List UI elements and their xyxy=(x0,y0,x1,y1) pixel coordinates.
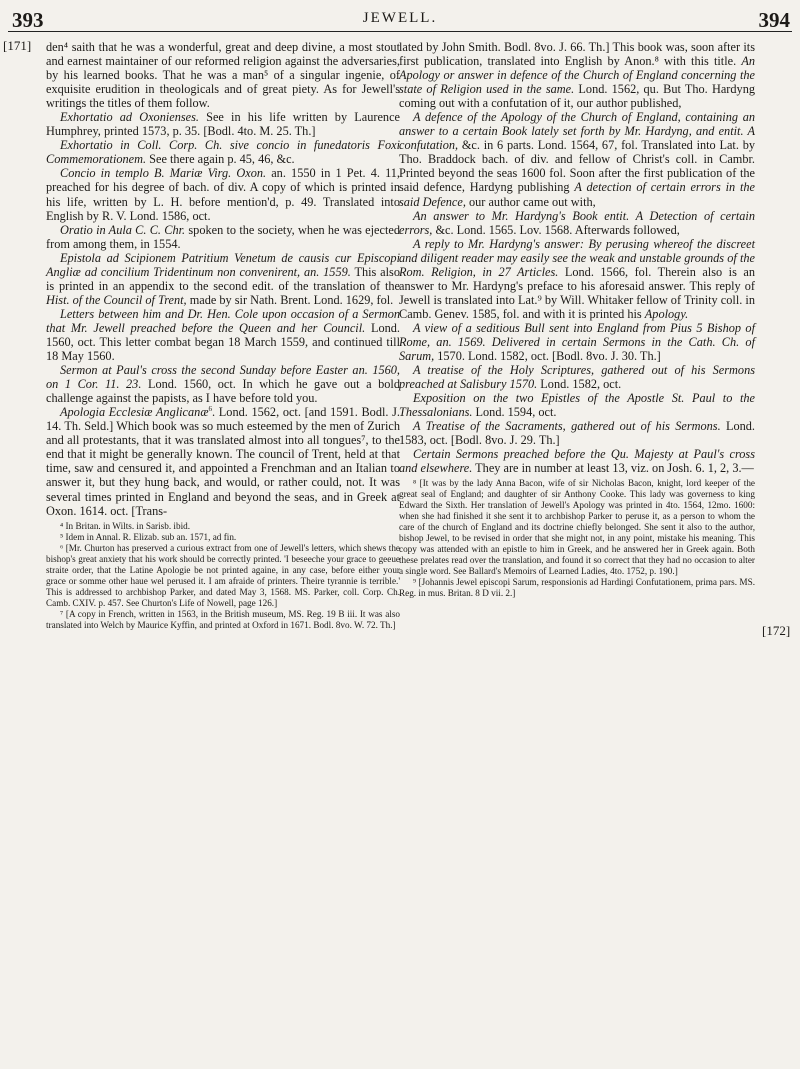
entry: Oratio in Aula C. C. Chr. spoken to the society, when he was ejected from among them, in 1554. xyxy=(46,222,400,251)
page-number-right: 394 xyxy=(758,8,790,32)
entry: Concio in templo B. Mariæ Virg. Oxon. an. 1550 in 1 Pet. 4. 11, preached for his degree of bach. of div. A copy of which is printed in his life, written by L. H. before mention'd, p. 49. Translated into English by R. V. Lond. 1586, oct. xyxy=(46,166,400,223)
left-column xyxy=(46,40,400,631)
entry: An answer to Mr. Hardyng's Book entit. A Detection of certain errors, &c. Lond. 1565. Lov. 1568. Afterwards followed, xyxy=(399,208,755,237)
entry: A view of a seditious Bull sent into England from Pius 5 Bishop of Rome, an. 1569. Delivered in certain Sermons in the Cath. Ch. of Sarum, 1570. Lond. 1582, oct. [Bodl. 8vo. J. 30. Th.] xyxy=(399,320,755,364)
entry: Certain Sermons preached before the Qu. Majesty at Paul's cross and elsewhere. They are in number at least 13, viz. on Josh. 6. 1, 2, 3.— xyxy=(399,447,755,476)
footnote: ⁸ [It was by the lady Anna Bacon, wife of sir Nicholas Bacon, knight, lord keeper of the great seal of England; and daughter of sir Anthony Cooke. This lady was governess to king Edward the Sixth. Her translation of Jewell's Apology was printed in 4to. 1564, 12mo. 1600: when she had finished it she sent it to archbishop Parker to peruse it, as a person to whom the care of the church of England and its doctrine chiefly belonged. She sent it also to the author, bishop Jewel, to be revised in order that she might not, in any point, mistake his meaning. This copy was attended with an epistle to him in Greek, and he answered her in Greek again. Both these prelates read over the translation, and found it so correct that they had no occasion to alter a single word. See Ballard's Memoirs of Learned Ladies, 4to. 1752, p. 190.] xyxy=(399,478,755,577)
footnote: ⁴ In Britan. in Wilts. in Sarisb. ibid. xyxy=(60,520,191,531)
entry: Apologia Ecclesiæ Anglicanæ$^6$. Lond. 1562, oct. [and 1591. Bodl. J. 14. Th. Seld.] Which book was so much esteemed by the men of Zurich and all protestants, that it was translated almost into all tongues⁷, to the end that it might be generally known. The council of Trent, held at that time, saw and censured it, and appointed a Frenchman and an Italian to answer it, but they hung back, and would, or rather could, not. It was several times printed in England and beyond the seas, and in Greek at Oxon. 1614. oct. [Trans- xyxy=(46,405,400,518)
entry: A treatise of the Holy Scriptures, gathered out of his Sermons preached at Salisbury 1570. Lond. 1582, oct. xyxy=(399,363,755,392)
footnote: ⁷ [A copy in French, written in 1563, in the British museum, MS. Reg. 19 B iii. It was also translated into Welch by Maurice Kyffin, and printed at Oxford in 1671. Bodl. 8vo. W. 72. Th.] xyxy=(46,608,400,630)
right-column xyxy=(399,40,755,599)
entry: Sermon at Paul's cross the second Sunday before Easter an. 1560, on 1 Cor. 11. 23. Lond. 1560, oct. In which he gave out a bold challenge against the papists, as I have before told you. xyxy=(46,363,400,406)
entry: Letters between him and Dr. Hen. Cole upon occasion of a Sermon that Mr. Jewell preached before the Queen and her Council. Lond. 1560, oct. This letter combat began 18 March 1559, and continued till 18 May 1560. xyxy=(46,306,400,364)
entry: A defence of the Apology of the Church of England, containing an answer to a certain Book lately set forth by Mr. Hardyng, and entit. A confutation, &c. in 6 parts. Lond. 1564, 67, fol. Translated into Lat. by Tho. Braddock bach. of div. and fellow of Christ's coll. in Cambr. Printed beyond the seas 1600 fol. Soon after the first publication of the said defence, Hardyng publishing A detection of certain errors in the said Defence, our author came out with, xyxy=(399,110,755,209)
entry: A reply to Mr. Hardyng's answer: By perusing whereof the discreet and diligent reader may easily see the weak and unstable grounds of the Rom. Religion, in 27 Articles. Lond. 1566, fol. Therein also is an answer to Mr. Hardyng's preface to his aforesaid answer. This reply of Jewell is translated into Lat.⁹ by Will. Whitaker fellow of Trinity coll. in Camb. Genev. 1585, fol. and with it is printed his Apology. xyxy=(399,236,755,321)
page-header xyxy=(0,0,800,34)
margin-ref-left: [171] xyxy=(3,38,32,53)
entry: Epistola ad Scipionem Patritium Venetum de causis cur Episcopi Angliæ ad concilium Tridentinum non convenirent, an. 1559. This also is printed in an appendix to the second edit. of the translation of the Hist. of the Council of Trent, made by sir Nath. Brent. Lond. 1629, fol. xyxy=(46,250,400,307)
entry: Exhortatio in Coll. Corp. Ch. sive concio in funedatoris Foxi Commemorationem. See there again p. 45, 46, &c. xyxy=(46,138,400,167)
margin-ref-right: [172] xyxy=(762,623,791,638)
footnote: ⁶ [Mr. Churton has preserved a curious extract from one of Jewell's letters, which shews the bishop's great anxiety that his work should be correctly printed. 'I beseeche your grace to geeue straite order, that the Latine Apologie be not printed againe, in any case, before either your grace or somme other haue wel perused it. I am afraide of printers. Theire tyrannie is terrible.' This is addressed to archbishop Parker, and dated May 3, 1568. MS. Parker, coll. Corp. Ch. Camb. CXIV. p. 457. See Churton's Life of Nowell, page 126.] xyxy=(46,542,400,608)
running-title: JEWELL. xyxy=(362,10,438,26)
footnote: ⁹ [Johannis Jewel episcopi Sarum, responsionis ad Hardingi Confutationem, prima pars. MS. Reg. in mus. Britan. 8 D vii. 2.] xyxy=(399,577,755,599)
page-number-left: 393 xyxy=(12,8,44,32)
entry: A Treatise of the Sacraments, gathered out of his Sermons. Lond. 1583, oct. [Bodl. 8vo. J. 29. Th.] xyxy=(399,419,756,448)
entry: Exhortatio ad Oxonienses. See in his life written by Laurence Humphrey, printed 1573, p. 35. [Bodl. 4to. M. 25. Th.] xyxy=(46,110,400,139)
entry: Exposition on the two Epistles of the Apostle St. Paul to the Thessalonians. Lond. 1594, oct. xyxy=(399,391,755,420)
paragraph: den⁴ saith that he was a wonderful, great and deep divine, a most stout and earnest maintainer of our reformed religion against the adversaries, by his learned books. That he was a man⁵ of a singular ingenie, of exquisite erudition in theologicals and of great piety. As for Jewell's writings the titles of them follow. xyxy=(46,40,400,111)
footnote: ⁵ Idem in Annal. R. Elizab. sub an. 1571, ad fin. xyxy=(60,531,237,542)
paragraph: lated by John Smith. Bodl. 8vo. J. 66. Th.] This book was, soon after its first publication, translated into English by Anon.⁸ with this title. An Apology or answer in defence of the Church of England concerning the state of Religion used in the same. Lond. 1562, qu. But Tho. Hardyng coming out with a confutation of it, our author published, xyxy=(399,40,756,111)
header-rule xyxy=(8,31,792,32)
